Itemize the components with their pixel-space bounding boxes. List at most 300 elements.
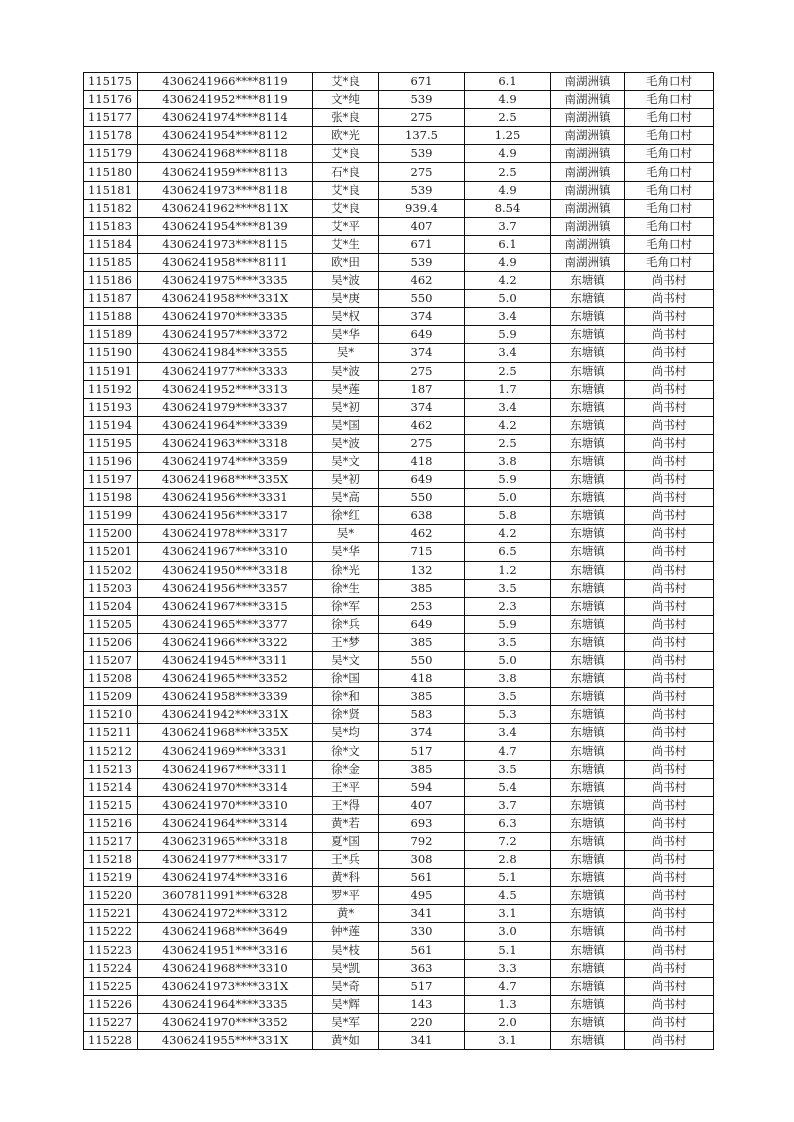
cell-id-number: 4306241974****3316 [138, 869, 313, 887]
cell-amount: 418 [379, 452, 465, 470]
cell-quantity: 4.7 [465, 977, 551, 995]
table-row [84, 73, 714, 91]
cell-record-id: 115212 [84, 742, 138, 760]
cell-village: 尚书村 [625, 778, 714, 796]
cell-amount: 671 [379, 235, 465, 253]
cell-amount: 939.4 [379, 199, 465, 217]
cell-name: 黄*若 [313, 814, 379, 832]
table-row [84, 91, 714, 109]
cell-quantity: 5.3 [465, 706, 551, 724]
table-row [84, 489, 714, 507]
cell-quantity: 3.8 [465, 452, 551, 470]
cell-quantity: 3.4 [465, 724, 551, 742]
cell-quantity: 5.1 [465, 941, 551, 959]
cell-town: 东塘镇 [551, 579, 625, 597]
cell-name: 张*良 [313, 109, 379, 127]
cell-village: 尚书村 [625, 688, 714, 706]
table-row [84, 362, 714, 380]
cell-amount: 594 [379, 778, 465, 796]
cell-record-id: 115191 [84, 362, 138, 380]
cell-name: 王*平 [313, 778, 379, 796]
cell-village: 尚书村 [625, 489, 714, 507]
table-row [84, 923, 714, 941]
cell-amount: 374 [379, 344, 465, 362]
cell-amount: 374 [379, 398, 465, 416]
cell-amount: 495 [379, 887, 465, 905]
cell-quantity: 5.1 [465, 869, 551, 887]
cell-town: 东塘镇 [551, 290, 625, 308]
cell-name: 文*纯 [313, 91, 379, 109]
table-row [84, 742, 714, 760]
cell-village: 尚书村 [625, 760, 714, 778]
cell-village: 尚书村 [625, 652, 714, 670]
cell-name: 吴* [313, 525, 379, 543]
cell-village: 尚书村 [625, 796, 714, 814]
cell-record-id: 115178 [84, 127, 138, 145]
table-row [84, 652, 714, 670]
cell-id-number: 4306241958****331X [138, 290, 313, 308]
cell-id-number: 4306241973****331X [138, 977, 313, 995]
cell-quantity: 5.0 [465, 489, 551, 507]
cell-id-number: 4306241959****8113 [138, 163, 313, 181]
cell-name: 吴*华 [313, 543, 379, 561]
cell-town: 南湖洲镇 [551, 181, 625, 199]
cell-record-id: 115193 [84, 398, 138, 416]
table-row [84, 380, 714, 398]
cell-amount: 517 [379, 977, 465, 995]
cell-id-number: 4306241954****8139 [138, 217, 313, 235]
cell-record-id: 115204 [84, 597, 138, 615]
cell-village: 尚书村 [625, 887, 714, 905]
table-body [84, 73, 714, 1050]
cell-record-id: 115227 [84, 1013, 138, 1031]
cell-name: 吴*辉 [313, 995, 379, 1013]
cell-town: 东塘镇 [551, 597, 625, 615]
cell-quantity: 4.9 [465, 253, 551, 271]
cell-amount: 462 [379, 416, 465, 434]
cell-record-id: 115209 [84, 688, 138, 706]
cell-record-id: 115179 [84, 145, 138, 163]
cell-amount: 550 [379, 489, 465, 507]
cell-quantity: 3.0 [465, 923, 551, 941]
cell-record-id: 115187 [84, 290, 138, 308]
cell-village: 尚书村 [625, 543, 714, 561]
cell-record-id: 115190 [84, 344, 138, 362]
cell-village: 毛角口村 [625, 235, 714, 253]
cell-id-number: 4306241964****3314 [138, 814, 313, 832]
cell-name: 吴*波 [313, 434, 379, 452]
cell-name: 夏*国 [313, 832, 379, 850]
cell-quantity: 7.2 [465, 832, 551, 850]
cell-amount: 253 [379, 597, 465, 615]
cell-village: 尚书村 [625, 1013, 714, 1031]
table-row [84, 597, 714, 615]
cell-village: 毛角口村 [625, 145, 714, 163]
cell-town: 南湖洲镇 [551, 73, 625, 91]
table-row [84, 127, 714, 145]
cell-quantity: 4.9 [465, 145, 551, 163]
cell-name: 徐*文 [313, 742, 379, 760]
cell-town: 东塘镇 [551, 380, 625, 398]
cell-name: 徐*国 [313, 670, 379, 688]
cell-quantity: 6.1 [465, 73, 551, 91]
cell-name: 艾*生 [313, 235, 379, 253]
cell-village: 尚书村 [625, 380, 714, 398]
cell-id-number: 4306241973****8115 [138, 235, 313, 253]
cell-town: 南湖洲镇 [551, 109, 625, 127]
cell-record-id: 115223 [84, 941, 138, 959]
cell-amount: 693 [379, 814, 465, 832]
cell-amount: 539 [379, 91, 465, 109]
cell-town: 东塘镇 [551, 615, 625, 633]
cell-amount: 561 [379, 941, 465, 959]
cell-name: 艾*平 [313, 217, 379, 235]
cell-quantity: 2.8 [465, 851, 551, 869]
cell-id-number: 4306241973****8118 [138, 181, 313, 199]
cell-quantity: 3.5 [465, 760, 551, 778]
cell-village: 尚书村 [625, 905, 714, 923]
table-row [84, 959, 714, 977]
cell-quantity: 3.8 [465, 670, 551, 688]
cell-village: 毛角口村 [625, 253, 714, 271]
cell-id-number: 4306241964****3335 [138, 995, 313, 1013]
cell-id-number: 4306241956****3357 [138, 579, 313, 597]
cell-amount: 341 [379, 1031, 465, 1049]
cell-amount: 418 [379, 670, 465, 688]
cell-name: 钟*莲 [313, 923, 379, 941]
table-row [84, 181, 714, 199]
table-row [84, 670, 714, 688]
table-row [84, 471, 714, 489]
cell-quantity: 2.5 [465, 109, 551, 127]
cell-quantity: 4.2 [465, 272, 551, 290]
cell-quantity: 3.4 [465, 398, 551, 416]
cell-town: 东塘镇 [551, 670, 625, 688]
cell-name: 徐*军 [313, 597, 379, 615]
cell-record-id: 115194 [84, 416, 138, 434]
table-row [84, 887, 714, 905]
cell-record-id: 115206 [84, 633, 138, 651]
cell-village: 尚书村 [625, 507, 714, 525]
cell-town: 东塘镇 [551, 272, 625, 290]
cell-village: 毛角口村 [625, 73, 714, 91]
cell-quantity: 5.8 [465, 507, 551, 525]
cell-quantity: 4.9 [465, 91, 551, 109]
cell-town: 东塘镇 [551, 452, 625, 470]
cell-record-id: 115213 [84, 760, 138, 778]
table-row [84, 869, 714, 887]
cell-quantity: 4.5 [465, 887, 551, 905]
cell-village: 尚书村 [625, 923, 714, 941]
cell-name: 吴*波 [313, 362, 379, 380]
cell-name: 吴*奇 [313, 977, 379, 995]
cell-quantity: 5.9 [465, 615, 551, 633]
cell-name: 吴*凯 [313, 959, 379, 977]
cell-record-id: 115183 [84, 217, 138, 235]
cell-quantity: 1.7 [465, 380, 551, 398]
cell-record-id: 115207 [84, 652, 138, 670]
cell-village: 尚书村 [625, 579, 714, 597]
cell-id-number: 4306241977****3333 [138, 362, 313, 380]
cell-id-number: 4306241970****3335 [138, 308, 313, 326]
cell-village: 尚书村 [625, 670, 714, 688]
cell-record-id: 115219 [84, 869, 138, 887]
table-row [84, 688, 714, 706]
cell-record-id: 115202 [84, 561, 138, 579]
cell-amount: 539 [379, 253, 465, 271]
table-row [84, 724, 714, 742]
cell-name: 吴* [313, 344, 379, 362]
cell-name: 艾*良 [313, 181, 379, 199]
cell-id-number: 4306241970****3314 [138, 778, 313, 796]
cell-name: 黄*科 [313, 869, 379, 887]
cell-amount: 275 [379, 109, 465, 127]
table-row [84, 706, 714, 724]
cell-id-number: 4306241956****3317 [138, 507, 313, 525]
cell-id-number: 4306241956****3331 [138, 489, 313, 507]
cell-village: 尚书村 [625, 290, 714, 308]
cell-name: 徐*金 [313, 760, 379, 778]
cell-quantity: 3.1 [465, 905, 551, 923]
cell-id-number: 4306241968****335X [138, 724, 313, 742]
cell-quantity: 5.9 [465, 326, 551, 344]
cell-town: 南湖洲镇 [551, 91, 625, 109]
cell-name: 吴*庚 [313, 290, 379, 308]
cell-town: 东塘镇 [551, 561, 625, 579]
cell-amount: 341 [379, 905, 465, 923]
cell-town: 东塘镇 [551, 941, 625, 959]
cell-id-number: 4306241965****3352 [138, 670, 313, 688]
cell-quantity: 6.3 [465, 814, 551, 832]
cell-village: 毛角口村 [625, 181, 714, 199]
cell-name: 王*得 [313, 796, 379, 814]
cell-name: 吴*波 [313, 272, 379, 290]
table-row [84, 778, 714, 796]
cell-id-number: 4306241968****3310 [138, 959, 313, 977]
cell-amount: 407 [379, 217, 465, 235]
cell-quantity: 5.0 [465, 290, 551, 308]
cell-village: 尚书村 [625, 851, 714, 869]
cell-amount: 561 [379, 869, 465, 887]
table-row [84, 525, 714, 543]
cell-quantity: 3.4 [465, 308, 551, 326]
cell-id-number: 4306241955****331X [138, 1031, 313, 1049]
cell-town: 东塘镇 [551, 434, 625, 452]
cell-town: 东塘镇 [551, 724, 625, 742]
cell-town: 东塘镇 [551, 959, 625, 977]
cell-town: 东塘镇 [551, 471, 625, 489]
cell-record-id: 115221 [84, 905, 138, 923]
cell-id-number: 4306241967****3310 [138, 543, 313, 561]
cell-id-number: 4306241952****8119 [138, 91, 313, 109]
cell-village: 尚书村 [625, 471, 714, 489]
cell-quantity: 4.9 [465, 181, 551, 199]
cell-record-id: 115200 [84, 525, 138, 543]
table-row [84, 543, 714, 561]
table-row [84, 253, 714, 271]
cell-town: 东塘镇 [551, 814, 625, 832]
cell-village: 毛角口村 [625, 163, 714, 181]
cell-quantity: 2.5 [465, 163, 551, 181]
cell-village: 尚书村 [625, 326, 714, 344]
table-row [84, 272, 714, 290]
cell-village: 尚书村 [625, 724, 714, 742]
cell-id-number: 4306241966****8119 [138, 73, 313, 91]
cell-town: 东塘镇 [551, 832, 625, 850]
table-row [84, 905, 714, 923]
table-row [84, 344, 714, 362]
cell-town: 东塘镇 [551, 652, 625, 670]
table-row [84, 452, 714, 470]
cell-village: 尚书村 [625, 525, 714, 543]
cell-id-number: 4306241967****3315 [138, 597, 313, 615]
cell-id-number: 4306241969****3331 [138, 742, 313, 760]
cell-town: 东塘镇 [551, 706, 625, 724]
cell-id-number: 4306241962****811X [138, 199, 313, 217]
cell-town: 东塘镇 [551, 688, 625, 706]
cell-quantity: 3.5 [465, 688, 551, 706]
table-row [84, 235, 714, 253]
cell-quantity: 2.0 [465, 1013, 551, 1031]
cell-amount: 539 [379, 181, 465, 199]
cell-village: 尚书村 [625, 959, 714, 977]
cell-id-number: 4306241968****3649 [138, 923, 313, 941]
cell-record-id: 115220 [84, 887, 138, 905]
cell-village: 尚书村 [625, 832, 714, 850]
cell-quantity: 3.1 [465, 1031, 551, 1049]
cell-record-id: 115214 [84, 778, 138, 796]
cell-village: 尚书村 [625, 869, 714, 887]
cell-amount: 385 [379, 760, 465, 778]
cell-id-number: 4306231965****3318 [138, 832, 313, 850]
cell-village: 尚书村 [625, 615, 714, 633]
cell-id-number: 4306241984****3355 [138, 344, 313, 362]
cell-quantity: 4.2 [465, 525, 551, 543]
cell-name: 吴*华 [313, 326, 379, 344]
cell-record-id: 115208 [84, 670, 138, 688]
table-row [84, 615, 714, 633]
cell-quantity: 2.5 [465, 362, 551, 380]
cell-record-id: 115189 [84, 326, 138, 344]
cell-amount: 143 [379, 995, 465, 1013]
cell-record-id: 115228 [84, 1031, 138, 1049]
cell-amount: 330 [379, 923, 465, 941]
cell-id-number: 4306241975****3335 [138, 272, 313, 290]
cell-town: 东塘镇 [551, 923, 625, 941]
cell-record-id: 115182 [84, 199, 138, 217]
cell-town: 东塘镇 [551, 525, 625, 543]
cell-name: 王*梦 [313, 633, 379, 651]
cell-record-id: 115199 [84, 507, 138, 525]
cell-id-number: 4306241979****3337 [138, 398, 313, 416]
cell-amount: 407 [379, 796, 465, 814]
cell-village: 尚书村 [625, 995, 714, 1013]
cell-amount: 649 [379, 615, 465, 633]
cell-record-id: 115180 [84, 163, 138, 181]
table-row [84, 561, 714, 579]
cell-name: 吴*初 [313, 471, 379, 489]
cell-village: 尚书村 [625, 452, 714, 470]
cell-name: 吴*莲 [313, 380, 379, 398]
cell-record-id: 115224 [84, 959, 138, 977]
cell-amount: 308 [379, 851, 465, 869]
table-row [84, 760, 714, 778]
cell-record-id: 115197 [84, 471, 138, 489]
cell-amount: 462 [379, 272, 465, 290]
cell-name: 徐*红 [313, 507, 379, 525]
cell-name: 吴*均 [313, 724, 379, 742]
table-row [84, 1031, 714, 1049]
cell-record-id: 115216 [84, 814, 138, 832]
cell-amount: 275 [379, 362, 465, 380]
cell-village: 尚书村 [625, 308, 714, 326]
cell-name: 吴*权 [313, 308, 379, 326]
cell-quantity: 8.54 [465, 199, 551, 217]
cell-id-number: 4306241972****3312 [138, 905, 313, 923]
table-row [84, 145, 714, 163]
cell-quantity: 5.4 [465, 778, 551, 796]
cell-village: 尚书村 [625, 814, 714, 832]
cell-amount: 385 [379, 688, 465, 706]
cell-amount: 649 [379, 471, 465, 489]
cell-amount: 583 [379, 706, 465, 724]
cell-town: 南湖洲镇 [551, 127, 625, 145]
cell-amount: 517 [379, 742, 465, 760]
cell-name: 石*良 [313, 163, 379, 181]
cell-quantity: 3.5 [465, 633, 551, 651]
cell-village: 尚书村 [625, 742, 714, 760]
table-row [84, 163, 714, 181]
cell-town: 东塘镇 [551, 416, 625, 434]
cell-town: 南湖洲镇 [551, 253, 625, 271]
table-row [84, 633, 714, 651]
cell-amount: 374 [379, 308, 465, 326]
table-row [84, 995, 714, 1013]
cell-record-id: 115195 [84, 434, 138, 452]
cell-record-id: 115222 [84, 923, 138, 941]
cell-village: 尚书村 [625, 272, 714, 290]
cell-village: 尚书村 [625, 706, 714, 724]
cell-town: 东塘镇 [551, 905, 625, 923]
cell-id-number: 4306241945****3311 [138, 652, 313, 670]
cell-id-number: 4306241954****8112 [138, 127, 313, 145]
cell-name: 徐*和 [313, 688, 379, 706]
cell-village: 尚书村 [625, 977, 714, 995]
cell-id-number: 4306241974****3359 [138, 452, 313, 470]
cell-town: 东塘镇 [551, 760, 625, 778]
cell-village: 尚书村 [625, 633, 714, 651]
cell-name: 徐*兵 [313, 615, 379, 633]
table-row [84, 308, 714, 326]
cell-id-number: 4306241970****3310 [138, 796, 313, 814]
cell-town: 东塘镇 [551, 344, 625, 362]
cell-id-number: 4306241942****331X [138, 706, 313, 724]
cell-record-id: 115211 [84, 724, 138, 742]
cell-id-number: 4306241965****3377 [138, 615, 313, 633]
cell-amount: 132 [379, 561, 465, 579]
cell-quantity: 3.7 [465, 796, 551, 814]
cell-quantity: 6.1 [465, 235, 551, 253]
cell-amount: 385 [379, 633, 465, 651]
cell-quantity: 3.3 [465, 959, 551, 977]
cell-id-number: 4306241951****3316 [138, 941, 313, 959]
cell-village: 尚书村 [625, 398, 714, 416]
cell-amount: 638 [379, 507, 465, 525]
table-row [84, 416, 714, 434]
cell-record-id: 115177 [84, 109, 138, 127]
cell-id-number: 4306241974****8114 [138, 109, 313, 127]
cell-record-id: 115215 [84, 796, 138, 814]
